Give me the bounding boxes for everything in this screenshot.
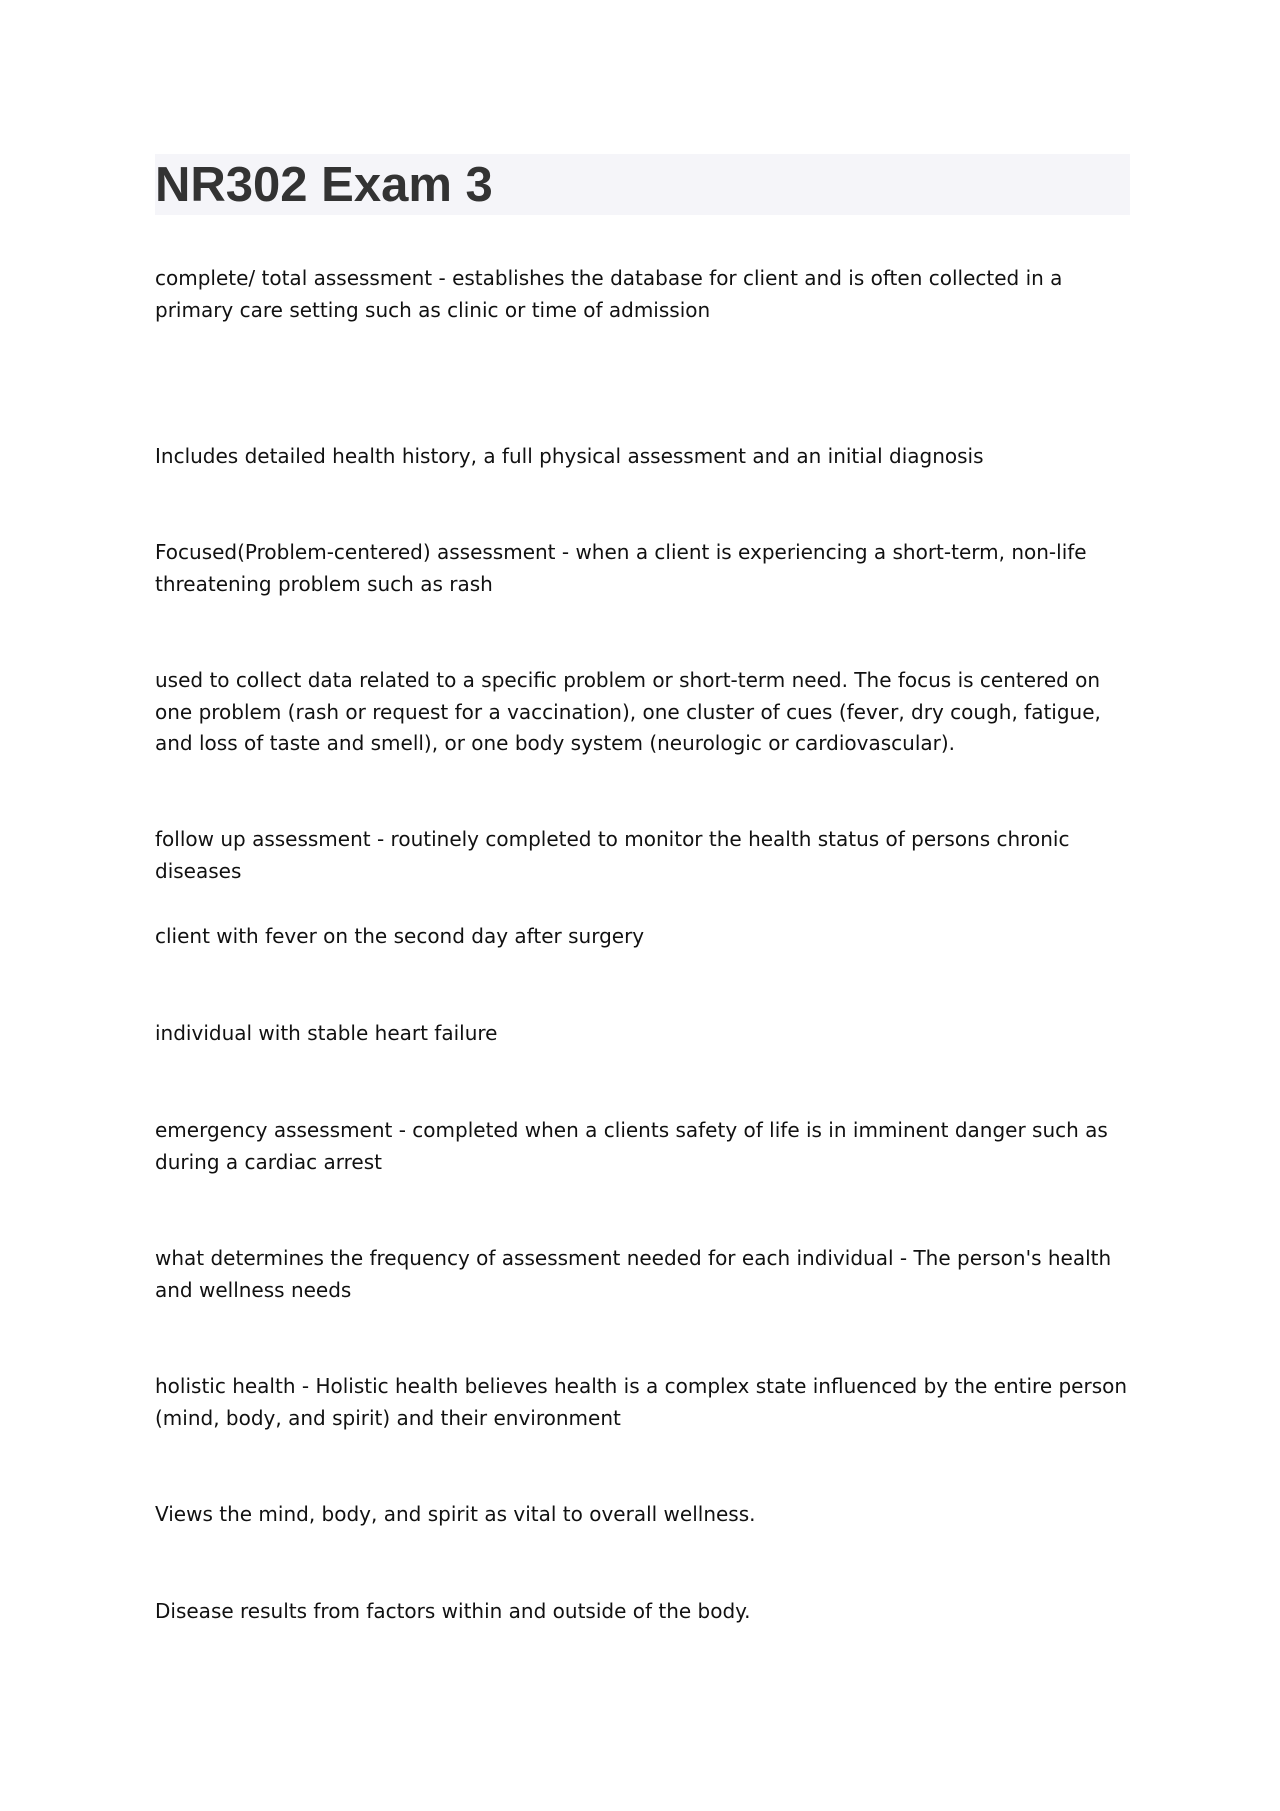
paragraph-complete-assessment: complete/ total assessment - establishes the database for client and is often collected in a primary care setting such as clinic or time of admission (155, 266, 1063, 322)
paragraph-follow-up-example-1: client with fever on the second day after surgery (155, 924, 645, 948)
paragraph-emergency-assessment: emergency assessment - completed when a clients safety of life is in imminent danger such as during a cardiac arrest (155, 1118, 1108, 1174)
document-title: NR302 Exam 3 (155, 158, 493, 212)
paragraph-follow-up-assessment: follow up assessment - routinely completed to monitor the health status of persons chronic diseases (155, 827, 1070, 883)
paragraph-holistic-health: holistic health - Holistic health believes health is a complex state influenced by the entire person (mind, body, and spirit) and their environment (155, 1374, 1128, 1430)
paragraph-follow-up-example-2: individual with stable heart failure (155, 1021, 498, 1045)
paragraph-holistic-health-detail-1: Views the mind, body, and spirit as vital to overall wellness. (155, 1502, 756, 1526)
paragraph-assessment-frequency: what determines the frequency of assessment needed for each individual - The person's health and wellness needs (155, 1246, 1112, 1302)
paragraph-complete-assessment-detail: Includes detailed health history, a full physical assessment and an initial diagnosis (155, 444, 984, 468)
paragraph-holistic-health-detail-2: Disease results from factors within and outside of the body. (155, 1599, 751, 1623)
paragraph-focused-assessment: Focused(Problem-centered) assessment - when a client is experiencing a short-term, non-life threatening problem such as rash (155, 540, 1087, 596)
paragraph-focused-assessment-detail: used to collect data related to a specific problem or short-term need. The focus is centered on one problem (rash or request for a vaccination), one cluster of cues (fever, dry cough, fatigue, and loss of taste and smell), or one body system (neurologic or cardiovascular). (155, 668, 1101, 755)
